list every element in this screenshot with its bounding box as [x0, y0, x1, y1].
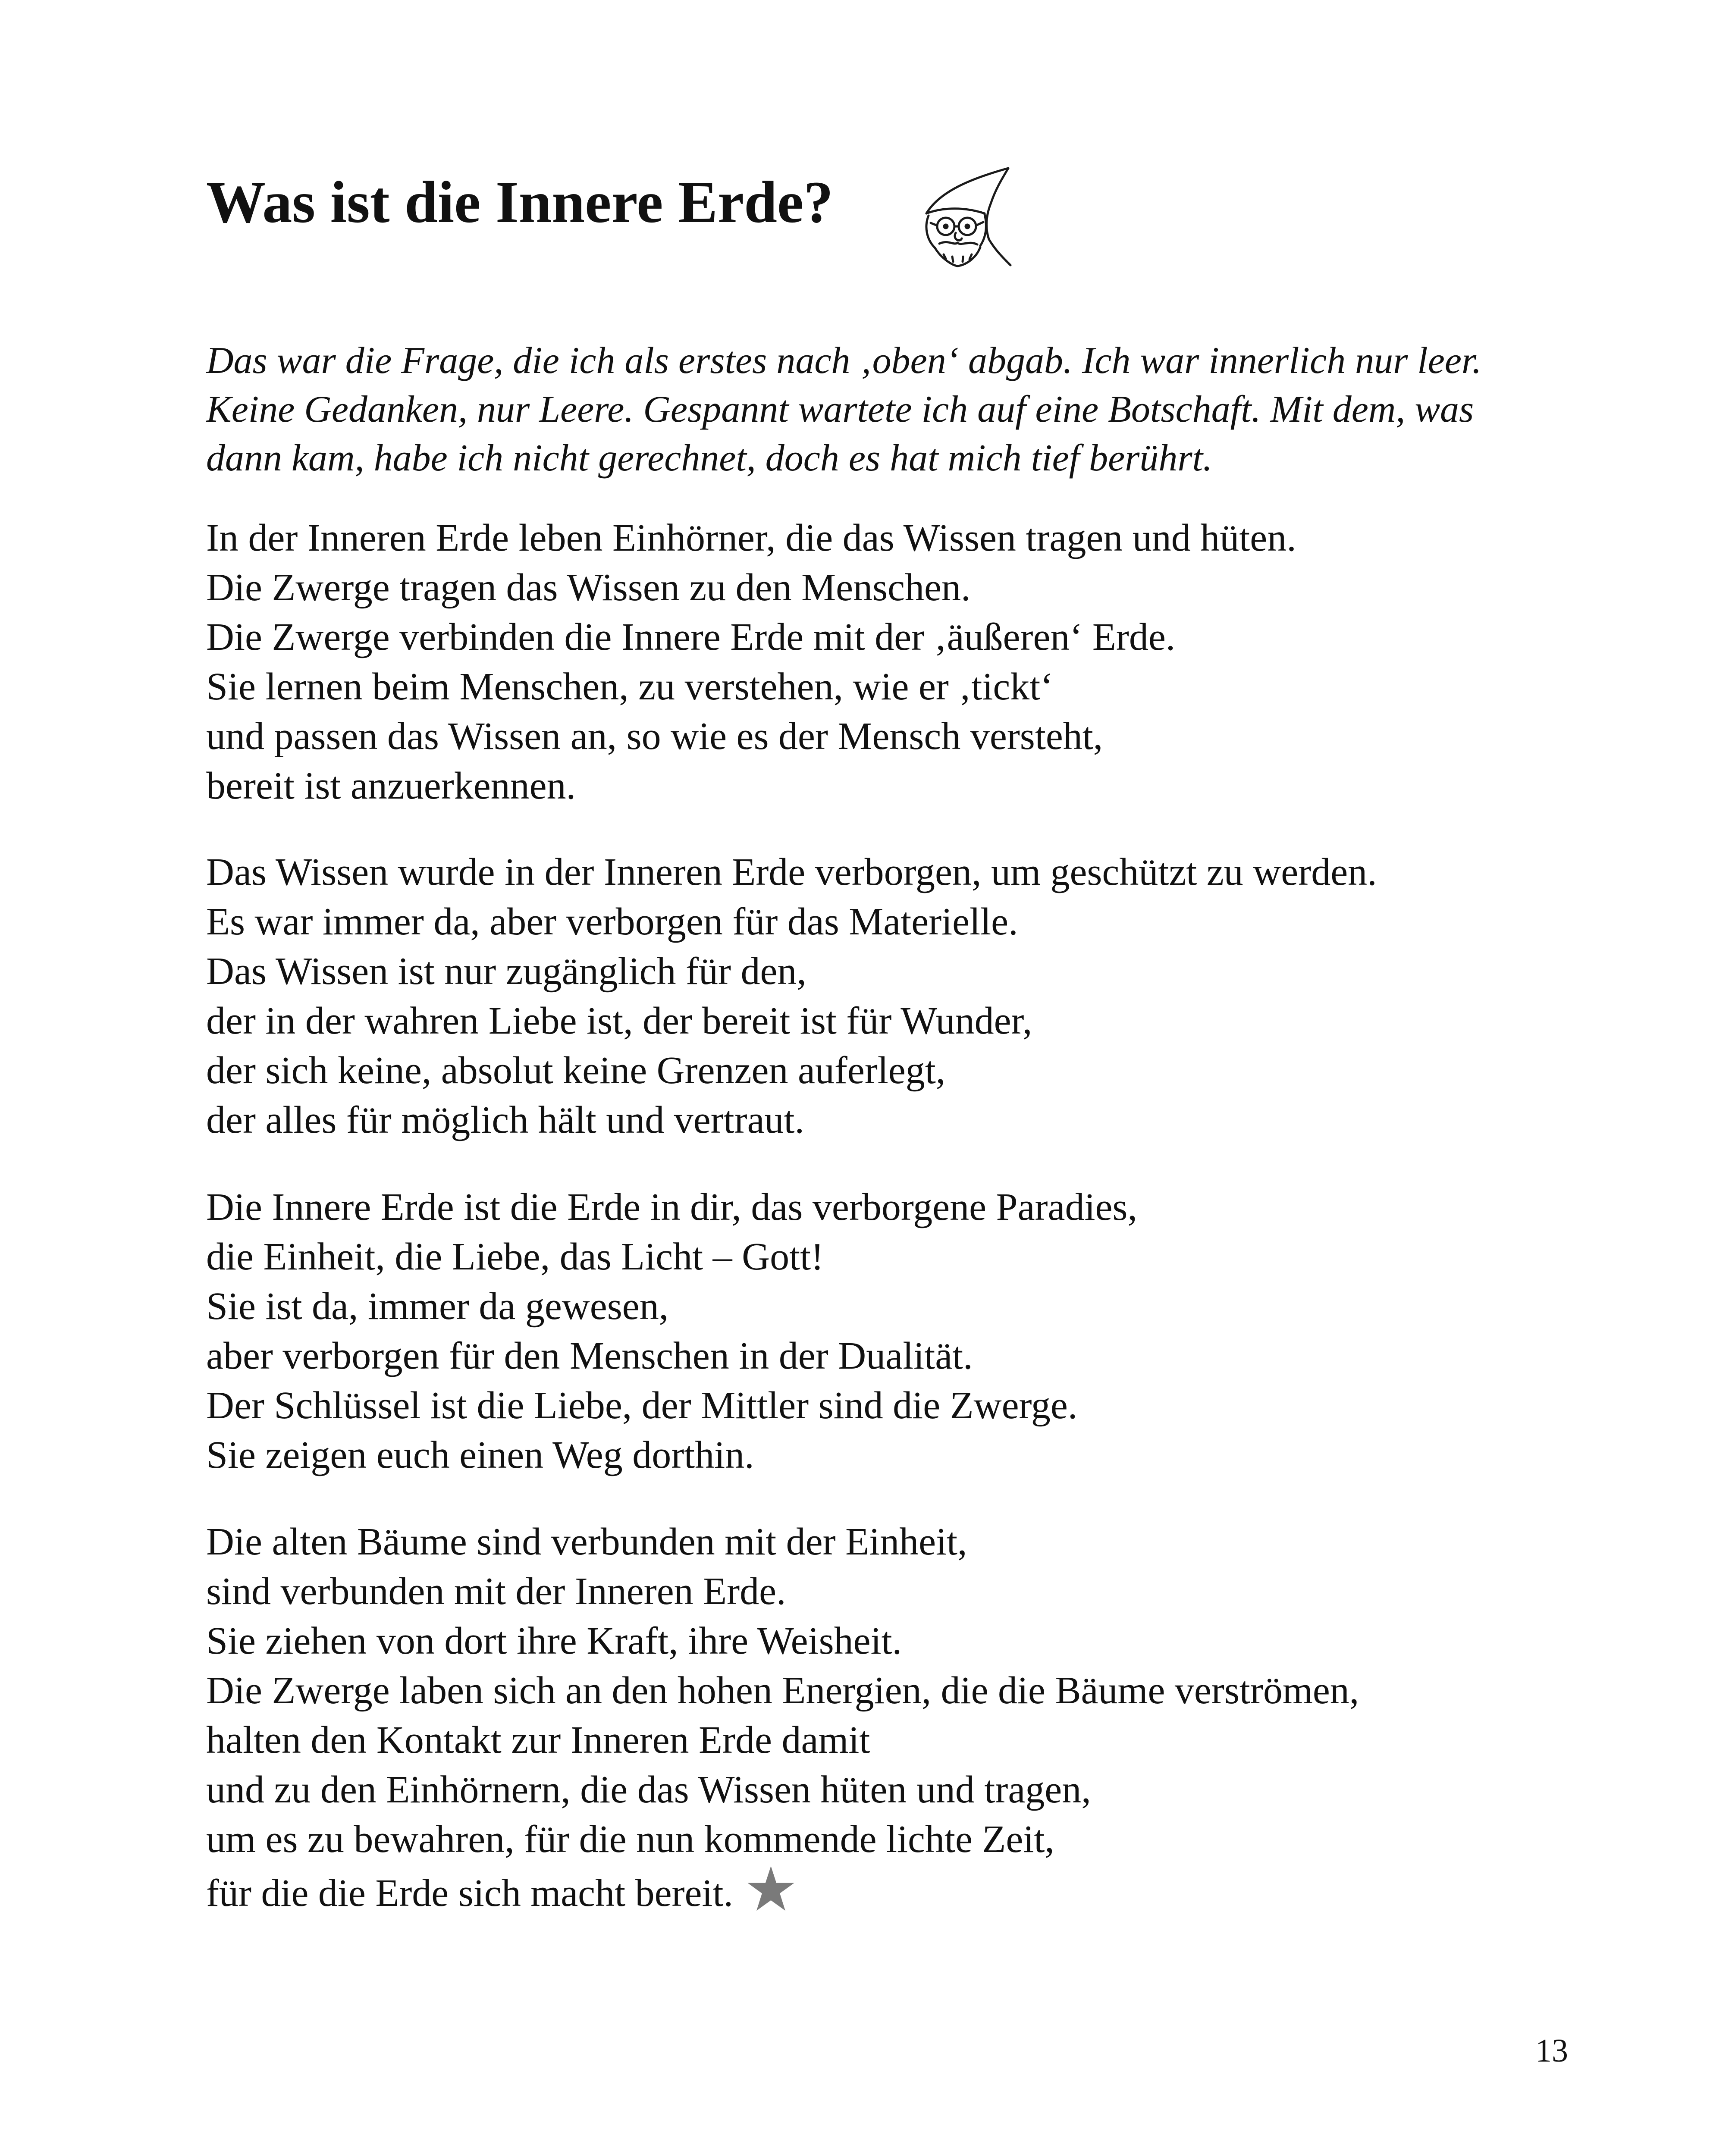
stanza-line: der alles für möglich hält und vertraut.: [206, 1099, 805, 1141]
dwarf-face-icon: [909, 166, 1021, 270]
stanza-3: [206, 1182, 1137, 1480]
stanza-line: Das Wissen ist nur zugänglich für den,: [206, 950, 806, 993]
stanza-line: Die Innere Erde ist die Erde in dir, das verborgene Paradies,: [206, 1186, 1137, 1228]
intro-line: Das war die Frage, die ich als erstes nach ‚oben‘ abgab. Ich war innerlich nur leer.: [206, 340, 1482, 382]
stanza-1: [206, 513, 1296, 811]
intro-line: dann kam, habe ich nicht gerechnet, doch es hat mich tief berührt.: [206, 437, 1213, 479]
stanza-line: Sie zeigen euch einen Weg dorthin.: [206, 1434, 754, 1476]
stanza-line: sind verbunden mit der Inneren Erde.: [206, 1570, 786, 1613]
stanza-line: Sie ziehen von dort ihre Kraft, ihre Weisheit.: [206, 1620, 902, 1662]
stanza-line: und zu den Einhörnern, die das Wissen hüten und tragen,: [206, 1768, 1091, 1811]
stanza-2: [206, 847, 1377, 1145]
stanza-line: aber verborgen für den Menschen in der Dualität.: [206, 1335, 973, 1377]
stanza-line: die Einheit, die Liebe, das Licht – Gott!: [206, 1235, 824, 1278]
stanza-line: Sie ist da, immer da gewesen,: [206, 1285, 669, 1328]
stanza-4: [206, 1517, 1359, 1918]
stanza-line: der in der wahren Liebe ist, der bereit ist für Wunder,: [206, 1000, 1032, 1042]
stanza-line: Die Zwerge laben sich an den hohen Energien, die die Bäume verströmen,: [206, 1669, 1359, 1712]
stanza-line: Die alten Bäume sind verbunden mit der Einheit,: [206, 1520, 967, 1563]
stanza-line: In der Inneren Erde leben Einhörner, die das Wissen tragen und hüten.: [206, 517, 1296, 559]
star-icon: [746, 1864, 796, 1914]
page-number: 13: [1535, 2033, 1568, 2069]
stanza-line: der sich keine, absolut keine Grenzen auferlegt,: [206, 1049, 946, 1092]
stanza-line: Sie lernen beim Menschen, zu verstehen, wie er ‚tickt‘: [206, 665, 1054, 708]
stanza-line: Das Wissen wurde in der Inneren Erde verborgen, um geschützt zu werden.: [206, 851, 1377, 893]
stanza-line: halten den Kontakt zur Inneren Erde damit: [206, 1719, 870, 1761]
stanza-line: Die Zwerge verbinden die Innere Erde mit der ‚äußeren‘ Erde.: [206, 616, 1176, 658]
stanza-last-line: [206, 1864, 1359, 1918]
heading-row: [206, 169, 834, 235]
stanza-line: Es war immer da, aber verborgen für das Materielle.: [206, 900, 1018, 943]
stanza-line: Der Schlüssel ist die Liebe, der Mittler sind die Zwerge.: [206, 1384, 1078, 1427]
stanza-line: und passen das Wissen an, so wie es der Mensch versteht,: [206, 715, 1103, 758]
intro-line: Keine Gedanken, nur Leere. Gespannt wartete ich auf eine Botschaft. Mit dem, was: [206, 389, 1474, 430]
stanza-line-text: für die die Erde sich macht bereit.: [206, 1872, 733, 1915]
stanza-line: um es zu bewahren, für die nun kommende lichte Zeit,: [206, 1818, 1054, 1861]
intro-italic-paragraph: [206, 336, 1481, 483]
page-title: Was ist die Innere Erde?: [206, 169, 834, 235]
stanza-line: bereit ist anzuerkennen.: [206, 765, 576, 807]
stanza-line: Die Zwerge tragen das Wissen zu den Menschen.: [206, 566, 971, 609]
